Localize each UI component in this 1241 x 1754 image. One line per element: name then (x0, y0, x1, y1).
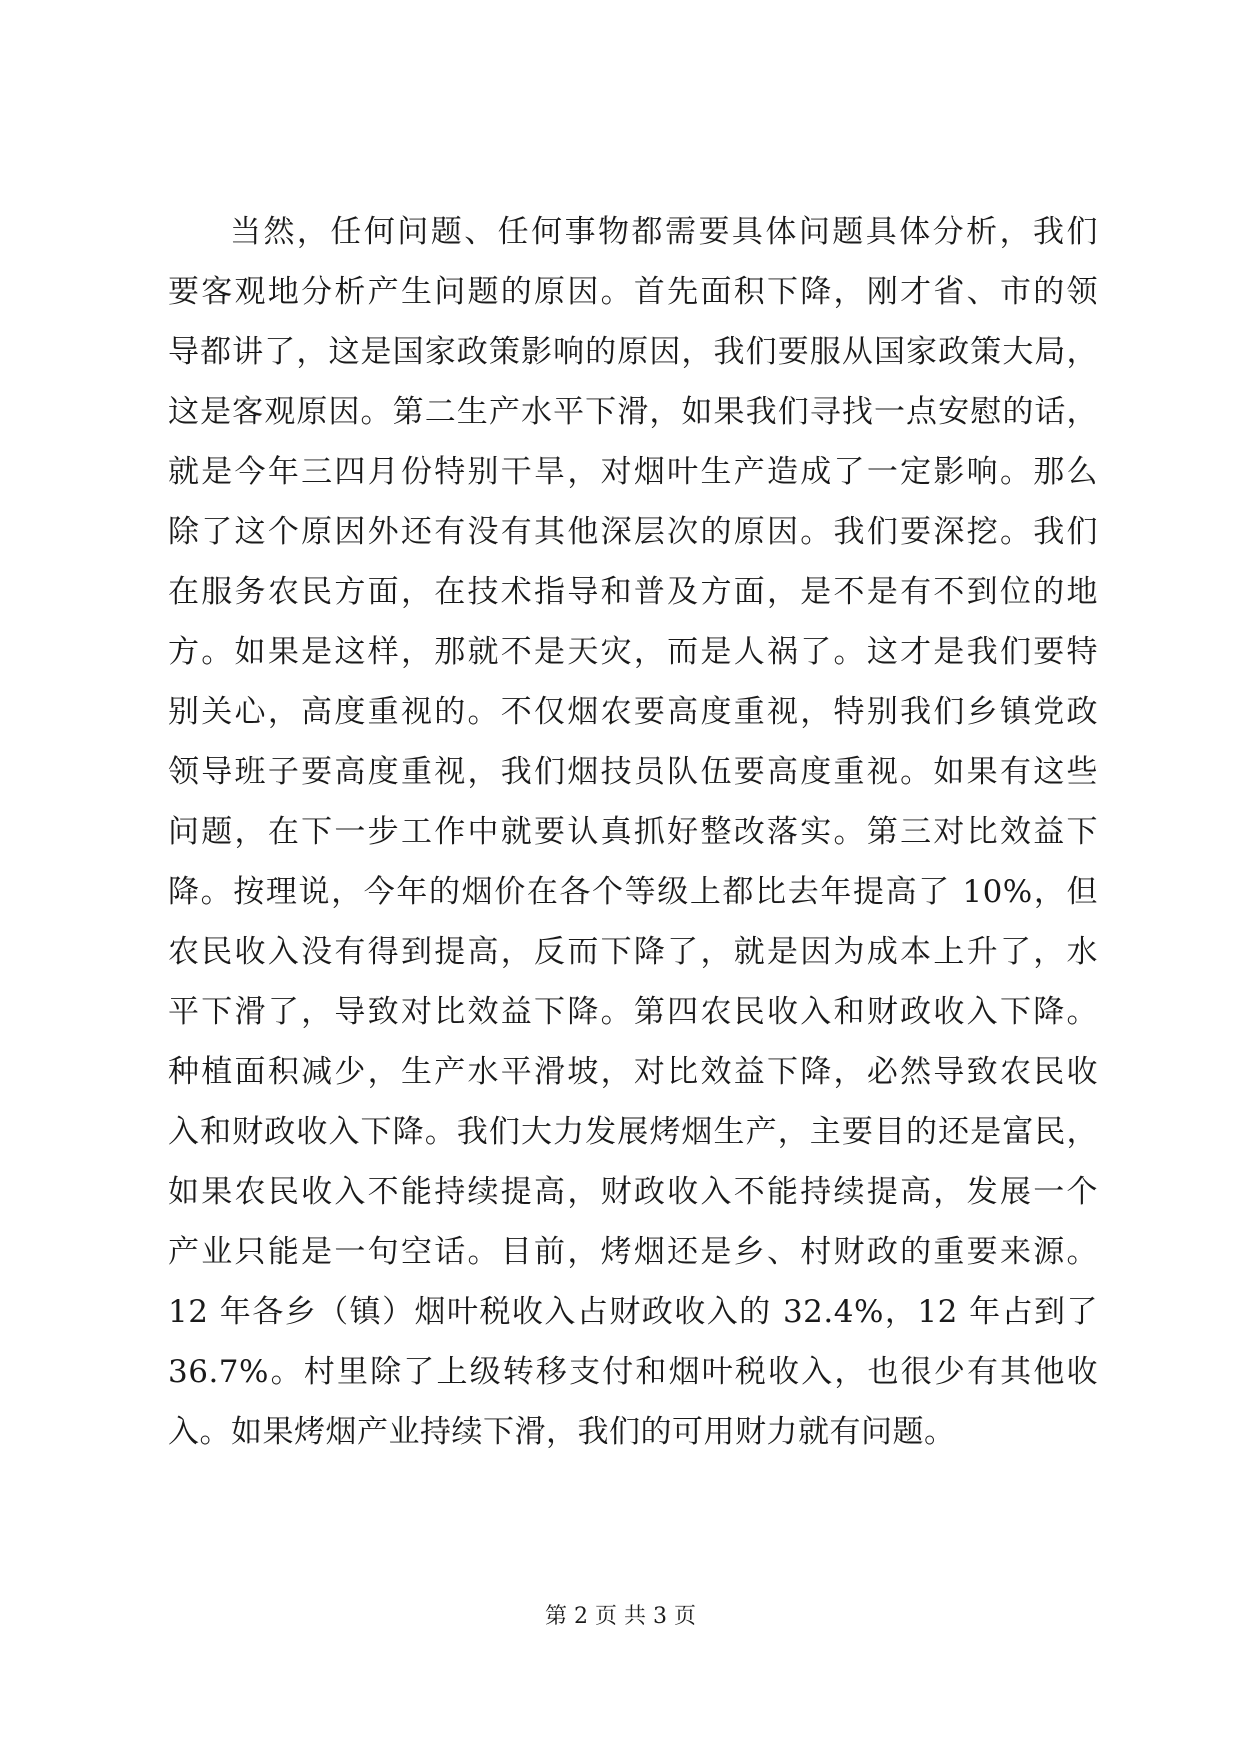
text-line: 要客观地分析产生问题的原因。首先面积下降，刚才省、市的领 (168, 274, 1098, 310)
page-footer: 第 2 页 共 3 页 (545, 1604, 696, 1629)
text-line: 别关心，高度重视的。不仅烟农要高度重视，特别我们乡镇党政 (168, 694, 1098, 730)
text-line: 领导班子要高度重视，我们烟技员队伍要高度重视。如果有这些 (168, 754, 1098, 790)
text-line: 在服务农民方面，在技术指导和普及方面，是不是有不到位的地 (168, 574, 1098, 610)
text-line: 农民收入没有得到提高，反而下降了，就是因为成本上升了，水 (168, 934, 1098, 970)
text-line: 除了这个原因外还有没有其他深层次的原因。我们要深挖。我们 (168, 514, 1098, 550)
text-line: 这是客观原因。第二生产水平下滑，如果我们寻找一点安慰的话， (168, 394, 1098, 430)
text-line: 问题，在下一步工作中就要认真抓好整改落实。第三对比效益下 (168, 814, 1098, 850)
text-line: 就是今年三四月份特别干旱，对烟叶生产造成了一定影响。那么 (168, 454, 1098, 490)
text-line: 方。如果是这样，那就不是天灾，而是人祸了。这才是我们要特 (168, 634, 1098, 670)
text-line: 平下滑了，导致对比效益下降。第四农民收入和财政收入下降。 (168, 994, 1098, 1030)
text-line: 产业只能是一句空话。目前，烤烟还是乡、村财政的重要来源。 (168, 1234, 1098, 1270)
text-line: 如果农民收入不能持续提高，财政收入不能持续提高，发展一个 (168, 1174, 1098, 1210)
text-line: 当然，任何问题、任何事物都需要具体问题具体分析，我们 (230, 214, 1098, 250)
text-line: 入和财政收入下降。我们大力发展烤烟生产，主要目的还是富民， (168, 1114, 1098, 1150)
text-line: 36.7%。村里除了上级转移支付和烟叶税收入，也很少有其他收 (168, 1354, 1098, 1390)
text-line: 种植面积减少，生产水平滑坡，对比效益下降，必然导致农民收 (168, 1054, 1098, 1090)
body-paragraph (168, 202, 1098, 1462)
text-line: 入。如果烤烟产业持续下滑，我们的可用财力就有问题。 (168, 1414, 956, 1450)
text-line: 12 年各乡（镇）烟叶税收入占财政收入的 32.4%，12 年占到了 (168, 1294, 1098, 1330)
text-line: 降。按理说，今年的烟价在各个等级上都比去年提高了 10%，但 (168, 874, 1098, 910)
text-line: 导都讲了，这是国家政策影响的原因，我们要服从国家政策大局， (168, 334, 1098, 370)
